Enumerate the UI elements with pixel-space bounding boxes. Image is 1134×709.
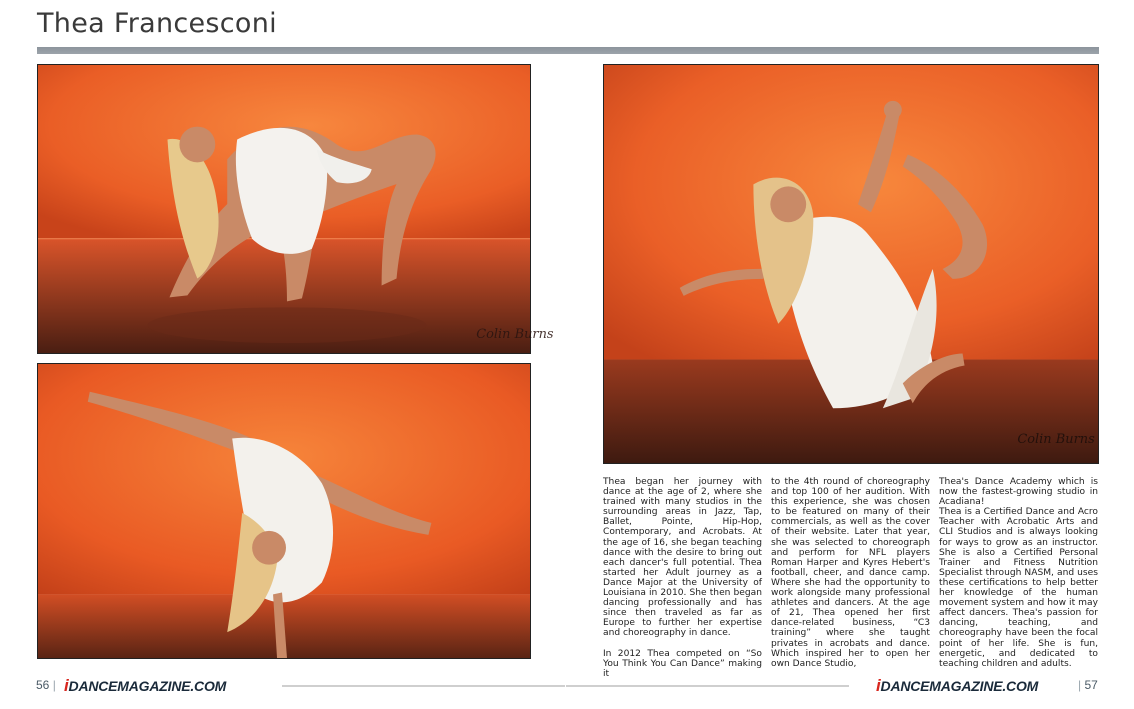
photo-watermark: Colin Burns xyxy=(1017,432,1095,448)
article-column-1 xyxy=(603,477,762,679)
article-paragraph: to the 4th round of choreography and top 100 of her audition. With this experience, she was chosen to be featured on many of their commercials, as well as the cover of their website. Later that year, she was selected to choreograph and perform for NFL players Roman Harper and Kyres Hebert's football, cheer, and dance camp. Where she had the opportunity to work alongside many professional athletes and dancers. At the age of 21, Thea opened her first dance-related business, “C3 training” where she taught privates in acrobats and dance. Which inspired her to open her own Dance Studio, xyxy=(771,477,930,669)
article-paragraph: Thea began her journey with dance at the age of 2, where she trained with many studios in the surrounding areas in Jazz, Tap, Ballet, Pointe, Hip-Hop, Contemporary, and Acrobats. At the age of 16, she began teaching dance with the desire to bring out each dancer's full potential. Thea started her Adult journey as a Dance Major at the University of Louisiana in 2010. She then began dancing professionally and has since then traveled as far as Europe to further her expertise and choreography in dance. xyxy=(603,477,762,639)
brand-logo-left: iDANCEMAGAZINE.COM xyxy=(64,676,227,695)
page-number-right: | 57 xyxy=(1078,678,1098,692)
dancer-photo-backbend xyxy=(37,64,554,354)
article-column-2 xyxy=(771,477,930,669)
article-paragraph: In 2012 Thea competed on “So You Think You Can Dance” making it xyxy=(603,648,762,679)
page-title: Thea Francesconi xyxy=(37,8,277,39)
footer-rule-right xyxy=(566,685,849,687)
article-column-3 xyxy=(939,477,1098,669)
photo-watermark: Colin Burns xyxy=(476,327,554,343)
brand-logo-right: iDANCEMAGAZINE.COM xyxy=(876,676,1039,695)
dancer-photo-kneeling-reach xyxy=(603,64,1099,464)
article-paragraph: Thea's Dance Academy which is now the fastest-growing studio in Acadiana! xyxy=(939,477,1098,508)
page-number-left: 56 | xyxy=(36,678,56,692)
footer-rule-left xyxy=(282,685,565,687)
article-paragraph: Thea is a Certified Dance and Acro Teacher with Acrobatic Arts and CLI Studios and is always looking for ways to grow as an instructor. She is also a Certified Personal Trainer and Fitness Nutrition Specialist through NASM, and uses these certifications to help better her knowledge of the human movement system and how it may affect dancers. Thea's passion for dancing, teaching, and choreography have been the focal point of her life. She is fun, energetic, and dedicated to teaching children and adults. xyxy=(939,507,1098,669)
title-rule xyxy=(37,47,1099,54)
dancer-photo-tilt xyxy=(37,363,531,659)
article-body xyxy=(603,477,1099,679)
